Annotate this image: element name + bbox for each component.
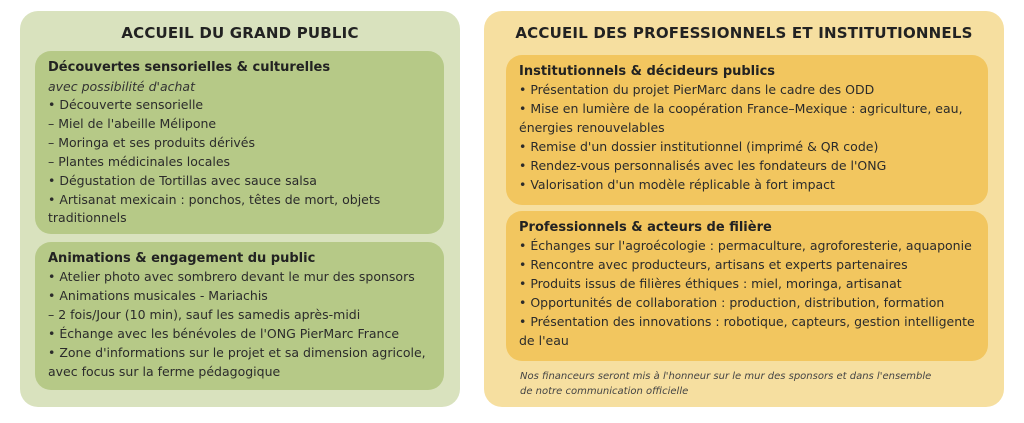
institutionnels-card bbox=[506, 55, 988, 205]
list-item: • Zone d'informations sur le projet et sa dimension agricole, bbox=[48, 344, 426, 360]
list-item: • Animations musicales - Mariachis bbox=[48, 287, 268, 303]
list-item: • Découverte sensorielle bbox=[48, 97, 204, 112]
institutionnels-list bbox=[519, 81, 978, 194]
sponsors-note-line: de notre communication officielle bbox=[520, 386, 689, 397]
list-item: • Échange avec les bénévoles de l'ONG PierMarc France bbox=[48, 325, 400, 341]
list-item: • Rencontre avec producteurs, artisans et experts partenaires bbox=[519, 256, 908, 272]
list-item: • Remise d'un dossier institutionnel (imprimé & QR code) bbox=[519, 138, 879, 154]
list-item: • Mise en lumière de la coopération France–Mexique : agriculture, eau, bbox=[519, 100, 963, 116]
list-item: – Moringa et ses produits dérivés bbox=[48, 134, 256, 150]
list-item: énergies renouvelables bbox=[519, 119, 665, 135]
filiere-list bbox=[519, 237, 978, 350]
filiere-card-title: Professionnels & acteurs de filière bbox=[519, 220, 772, 235]
list-item: • Artisanat mexicain : ponchos, têtes de mort, objets bbox=[48, 191, 381, 207]
list-item: • Dégustation de Tortillas avec sauce salsa bbox=[48, 172, 317, 188]
list-item: • Opportunités de collaboration : production, distribution, formation bbox=[519, 294, 945, 310]
list-item: – 2 fois/Jour (10 min), sauf les samedis après-midi bbox=[48, 306, 361, 322]
decouvertes-card-title: Découvertes sensorielles & culturelles bbox=[48, 60, 331, 75]
decouvertes-card bbox=[35, 51, 444, 234]
animations-card bbox=[35, 242, 444, 390]
professionnels-panel bbox=[484, 11, 1004, 407]
list-item: de l'eau bbox=[519, 332, 569, 348]
list-item: • Atelier photo avec sombrero devant le mur des sponsors bbox=[48, 269, 415, 284]
list-item: – Miel de l'abeille Mélipone bbox=[48, 115, 217, 131]
list-item: • Rendez-vous personnalisés avec les fondateurs de l'ONG bbox=[519, 157, 887, 173]
professionnels-title: ACCUEIL DES PROFESSIONNELS ET INSTITUTIONNELS bbox=[515, 24, 973, 42]
sponsors-note bbox=[520, 369, 960, 399]
decouvertes-card-subtitle: avec possibilité d'achat bbox=[48, 79, 195, 94]
grand-public-title: ACCUEIL DU GRAND PUBLIC bbox=[121, 24, 359, 42]
decouvertes-list bbox=[48, 96, 434, 228]
list-item: • Produits issus de filières éthiques : miel, moringa, artisanat bbox=[519, 275, 902, 291]
animations-list bbox=[48, 268, 434, 381]
list-item: • Présentation du projet PierMarc dans le cadre des ODD bbox=[519, 82, 875, 97]
list-item: traditionnels bbox=[48, 210, 127, 226]
list-item: • Échanges sur l'agroécologie : permaculture, agroforesterie, aquaponie bbox=[519, 238, 972, 253]
list-item: • Valorisation d'un modèle réplicable à fort impact bbox=[519, 176, 835, 192]
list-item: – Plantes médicinales locales bbox=[48, 153, 231, 169]
institutionnels-card-title: Institutionnels & décideurs publics bbox=[519, 64, 776, 79]
list-item: • Présentation des innovations : robotique, capteurs, gestion intelligente bbox=[519, 313, 975, 329]
grand-public-panel bbox=[20, 11, 460, 407]
list-item: avec focus sur la ferme pédagogique bbox=[48, 363, 281, 379]
filiere-card bbox=[506, 211, 988, 361]
animations-card-title: Animations & engagement du public bbox=[48, 251, 316, 266]
sponsors-note-line: Nos financeurs seront mis à l'honneur sur le mur des sponsors et dans l'ensemble bbox=[520, 371, 932, 382]
